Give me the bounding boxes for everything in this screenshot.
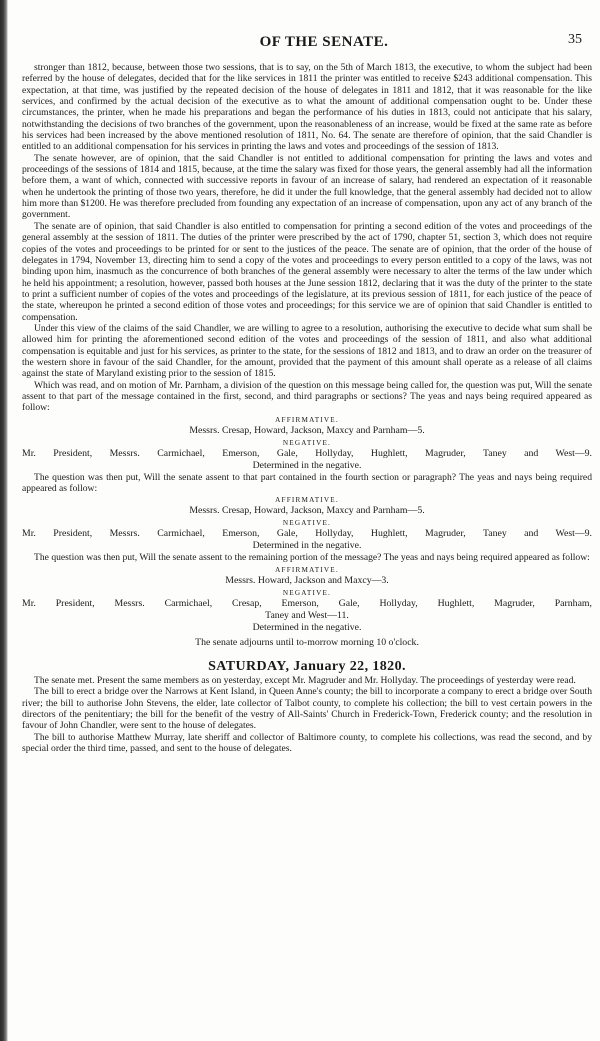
question-2: The question was then put, Will the senate assent to that part contained in the fourth section or paragraph? The yeas and nays being required appeared as follow: xyxy=(22,471,592,494)
affirmative-names: Messrs. Howard, Jackson and Maxcy—3. xyxy=(225,574,389,586)
paragraph-2: The senate however, are of opinion, that the said Chandler is not entitled to additional compensation for printing the laws and votes and proceedings of the sessions of 1814 and 1815, because, at the time the salary was fixed for those years, the general assembly had all the information before them, a want of which, connected with successive reports in favour of an increase of salary, had rendered an expectation of it reasonable when he undertook the printing of those two years, therefore, he did it under the full knowledge, that the general assembly had decided not to allow him more than $1200. He was therefore precluded from founding any expectation of an increase of compensation, upon any act of any branch of the government. xyxy=(22,152,592,221)
day-heading: SATURDAY, January 22, 1820. xyxy=(208,658,406,674)
negative-names: Mr. President, Messrs. Carmichael, Emerson, Gale, Hollyday, Hughlett, Magruder, Taney and West—9. xyxy=(22,447,592,459)
affirmative-label: AFFIRMATIVE. xyxy=(275,565,339,574)
page-body xyxy=(22,62,592,754)
negative-label: NEGATIVE. xyxy=(282,588,332,597)
vote-result: Determined in the negative. xyxy=(252,459,362,471)
affirmative-names: Messrs. Cresap, Howard, Jackson, Maxcy and Parnham—5. xyxy=(189,505,425,517)
vote-result: Determined in the negative. xyxy=(252,540,362,552)
saturday-paragraph-1: The senate met. Present the same members as on yesterday, except Mr. Magruder and Mr. Hollyday. The proceedings of yesterday were read. xyxy=(34,675,576,687)
affirmative-label: AFFIRMATIVE. xyxy=(275,496,339,505)
negative-label: NEGATIVE. xyxy=(282,438,332,447)
saturday-paragraph-3: The bill to authorise Matthew Murray, late sheriff and collector of Baltimore county, to complete his collections, was read the second, and by special order the third time, passed, and sent to the house of delegates. xyxy=(22,731,592,755)
page-number: 35 xyxy=(568,32,582,47)
paragraph-3: The senate are of opinion, that said Chandler is also entitled to compensation for printing a second edition of the votes and proceedings of the general assembly at the session of 1811. The duties of the printer were prescribed by the act of 1790, chapter 51, section 3, which does not require copies of the votes and proceedings to be printed for or sent to the justices of the peace. The senate are of opinion, that the order of the house of delegates in 1794, November 13, directing him to send a copy of the votes and proceedings to every person entitled to a copy of the laws, was not binding upon him, inasmuch as the concurrence of both branches of the general assembly were necessary to alter the terms of the law under which he held his appointment; a resolution, however, passed both houses at the June session 1812, declaring that it was the duty of the printer to the state to print a sufficient number of copies of the votes and proceedings of the legislature, at its previous session of 1811, for each justice of the peace of the state, whereupon he printed a second edition of those votes and proceedings; for this service we are of opinion that said Chandler is entitled to compensation. xyxy=(22,220,592,323)
page-header xyxy=(20,30,588,54)
negative-label: NEGATIVE. xyxy=(282,519,332,528)
affirmative-label: AFFIRMATIVE. xyxy=(275,415,339,424)
negative-names-line-2: Taney and West—11. xyxy=(265,609,349,621)
vote-block-2 xyxy=(22,495,592,552)
paragraph-5: Which was read, and on motion of Mr. Parnham, a division of the question on this message being called for, the question was put, Will the senate assent to that part of the message contained in the first, second, and third paragraphs or sections? The yeas and nays being required appeared as follow: xyxy=(22,379,592,414)
binding-edge xyxy=(0,0,8,1041)
adjournment-notice: The senate adjourns until to-morrow morning 10 o'clock. xyxy=(195,636,419,648)
negative-names-line-1: Mr. President, Messrs. Carmichael, Cresap, Emerson, Gale, Hollyday, Hughlett, Magruder, Parnham, xyxy=(22,597,592,609)
saturday-paragraph-2: The bill to erect a bridge over the Narrows at Kent Island, in Queen Anne's county; the bill to incorporate a company to erect a bridge over South river; the bill to authorise John Stevens, the elder, late collector of Talbot county, to complete his collection; the bill to vest certain powers in the directors of the penitentiary; the bill for the benefit of the vestry of All-Saints' Church in Frederick-Town, Frederick county; and the resolution in favour of John Chandler, were sent to the house of delegates. xyxy=(22,686,592,732)
negative-names: Mr. President, Messrs. Carmichael, Emerson, Gale, Hollyday, Hughlett, Magruder, Taney and West—9. xyxy=(22,528,592,540)
affirmative-names: Messrs. Cresap, Howard, Jackson, Maxcy and Parnham—5. xyxy=(189,424,425,436)
vote-block-1 xyxy=(22,415,592,472)
paragraph-1: stronger than 1812, because, between those two sessions, that is to say, on the 5th of March 1813, the executive, to whom the subject had been referred by the house of delegates, decided that for the like services in 1811 the printer was entitled to receive $243 additional compensation. This expectation, at that time, was justified by the repeated decision of the house of delegates in 1811 and 1812, that it was reasonable for the like services, and confirmed by the actual decision of the executive as to what the amount of additional compensation ought to be. Under these circumstances, the printer, when he made his preparations and began the performance of his duties in 1813, could not anticipate that his salary, notwithstanding the decisions of two branches of the government, upon the reasonableness of an increase, would be fixed at the same rate as before his services had been increased by the above mentioned resolution of 1811, No. 64. The senate are therefore of opinion, that the said Chandler is entitled to an additional compensation for his services in printing the laws and votes and proceedings of the session of 1813. xyxy=(22,62,592,153)
vote-result: Determined in the negative. xyxy=(252,621,362,633)
question-3: The question was then put, Will the senate assent to the remaining portion of the message? The yeas and nays being required appeared as follow: xyxy=(34,552,590,564)
paragraph-4: Under this view of the claims of the said Chandler, we are willing to agree to a resolution, authorising the executive to decide what sum shall be allowed him for printing the aforementioned second edition of the votes and proceedings of the session of 1811, and also what additional compensation is equitable and just for his services, as printer to the state, for the sessions of 1812 and 1813, and to draw an order on the treasurer of the western shore in favour of the said Chandler, for the amount, provided that the payment of this amount shall operate as a release of all claims against the state of Maryland existing prior to the session of 1815. xyxy=(22,322,592,380)
running-head: OF THE SENATE. xyxy=(259,34,389,50)
vote-block-3 xyxy=(22,565,592,634)
